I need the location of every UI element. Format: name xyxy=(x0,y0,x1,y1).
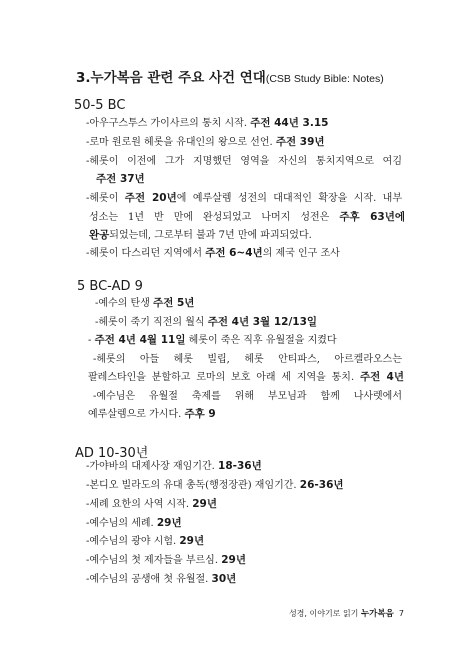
timeline-entry-continued: 팔레스타인을 분할하고 로마의 보호 아래 세 지역을 통치. 주전 4년 xyxy=(88,371,404,383)
timeline-entry: -헤롯이 죽기 직전의 월식 주전 4년 3월 12/13일 xyxy=(95,316,318,328)
section-heading-5bc-ad9: 5 BC-AD 9 xyxy=(77,279,143,294)
timeline-entry: -예수님의 광야 시험. 29년 xyxy=(86,535,205,547)
page-title: 3.누가복음 관련 주요 사건 연대(CSB Study Bible: Notes) xyxy=(76,70,384,86)
timeline-entry: -아우구스투스 가이사르의 통치 시작. 주전 44년 3.15 xyxy=(86,117,329,129)
timeline-entry: -예수님은 유월절 축제를 위해 부모님과 함께 나사렛에서 xyxy=(93,391,402,402)
timeline-entry: -헤롯이 주전 20년에 예루살렘 성전의 대대적인 확장을 시작. 내부 xyxy=(86,192,402,204)
timeline-entry: -예수님의 세례. 29년 xyxy=(86,517,182,529)
timeline-entry: -예수의 탄생 주전 5년 xyxy=(95,297,195,309)
page-footer xyxy=(289,607,404,619)
timeline-entry: -헤롯의 아들 헤롯 빌립, 헤롯 안티파스, 아르켈라오스는 xyxy=(93,354,402,365)
page-number: 7 xyxy=(398,609,404,618)
timeline-entry-continued: 예루살렘으로 가시다. 주후 9 xyxy=(88,408,216,420)
timeline-entry: -로마 원로원 헤롯을 유대인의 왕으로 선언. 주전 39년 xyxy=(86,136,325,148)
timeline-entry: -헤롯이 다스리던 지역에서 주전 6~4년의 제국 인구 조사 xyxy=(86,247,340,259)
section-heading-50-5bc: 50-5 BC xyxy=(74,98,126,113)
timeline-entry: -가야바의 대제사장 재임기간. 18-36년 xyxy=(86,460,262,472)
timeline-entry: -세례 요한의 사역 시작. 29년 xyxy=(86,498,217,510)
timeline-entry-continued: 완공되었는데, 그로부터 불과 7년 만에 파괴되었다. xyxy=(89,229,312,241)
footer-book-name: 누가복음 xyxy=(360,609,394,619)
footer-book-title: 성경, 이야기로 읽기 xyxy=(288,609,361,618)
timeline-entry: -예수님의 첫 제자들을 부르심. 29년 xyxy=(86,554,246,566)
timeline-entry: - 주전 4년 4월 11일 헤롯이 죽은 직후 유월절을 지켰다 xyxy=(88,334,337,346)
timeline-entry-continued: 주전 37년 xyxy=(96,173,145,185)
timeline-entry: -본디오 빌라도의 유대 총독(행정장관) 재임기간. 26-36년 xyxy=(86,479,344,491)
timeline-entry: -헤롯이 이전에 그가 지명했던 영역을 자신의 통치지역으로 여김 xyxy=(86,156,402,167)
timeline-entry-continued: 성소는 1년 반 만에 완성되었고 나머지 성전은 주후 63년에 xyxy=(89,211,405,223)
section-heading-ad10-30: AD 10-30년 xyxy=(75,446,149,461)
timeline-entry: -예수님의 공생애 첫 유월절. 30년 xyxy=(86,573,237,585)
